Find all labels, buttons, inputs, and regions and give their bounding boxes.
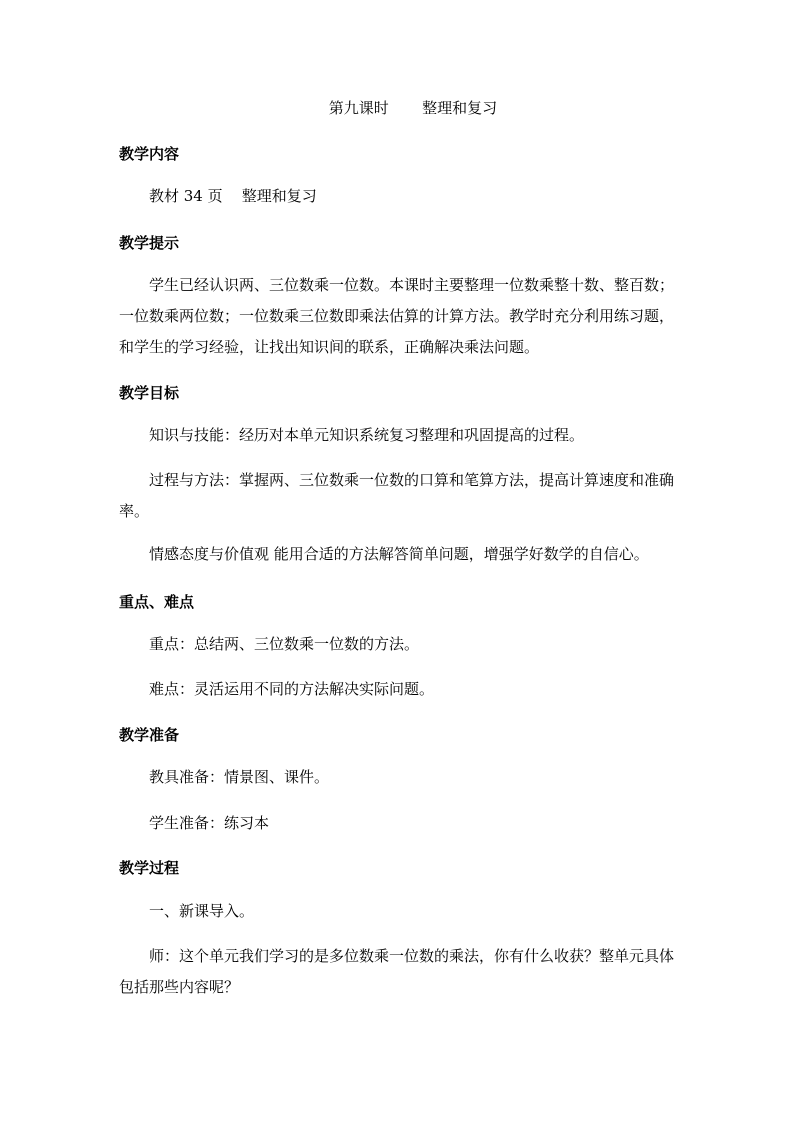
- teaching-content-text: 教材 34 页 整理和复习: [149, 187, 317, 205]
- goal-process: 过程与方法：掌握两、三位数乘一位数的口算和笔算方法，提高计算速度和准确率。: [119, 471, 675, 520]
- teaching-hints-text: 学生已经认识两、三位数乘一位数。本课时主要整理一位数乘整十数、整百数；一位数乘两位数；一位数乘三位数即乘法估算的计算方法。教学时充分利用练习题，和学生的学习经验，让找出知识间的联系，正确解决乘法问题。: [119, 276, 675, 356]
- prep-student: 学生准备：练习本: [149, 814, 270, 832]
- prep-teacher: 教具准备：情景图、课件。: [149, 768, 330, 786]
- goal-knowledge: 知识与技能：经历对本单元知识系统复习整理和巩固提高的过程。: [149, 426, 585, 444]
- process-step-1: 一、新课导入。: [149, 902, 255, 920]
- key-point: 重点：总结两、三位数乘一位数的方法。: [149, 635, 420, 653]
- heading-teaching-goals: 教学目标: [119, 384, 180, 402]
- heading-teaching-process: 教学过程: [119, 859, 180, 877]
- heading-teaching-hints: 教学提示: [119, 234, 180, 252]
- goal-attitude: 情感态度与价值观 能用合适的方法解答简单问题，增强学好数学的自信心。: [149, 545, 649, 563]
- heading-teaching-prep: 教学准备: [119, 726, 180, 744]
- difficult-point: 难点：灵活运用不同的方法解决实际问题。: [149, 680, 435, 698]
- process-step-1-text: 师：这个单元我们学习的是多位数乘一位数的乘法，你有什么收获？整单元具体包括那些内容呢？: [119, 947, 675, 996]
- lesson-title: 第九课时 整理和复习: [328, 99, 498, 117]
- heading-key-points: 重点、难点: [119, 593, 195, 611]
- heading-teaching-content: 教学内容: [119, 145, 180, 163]
